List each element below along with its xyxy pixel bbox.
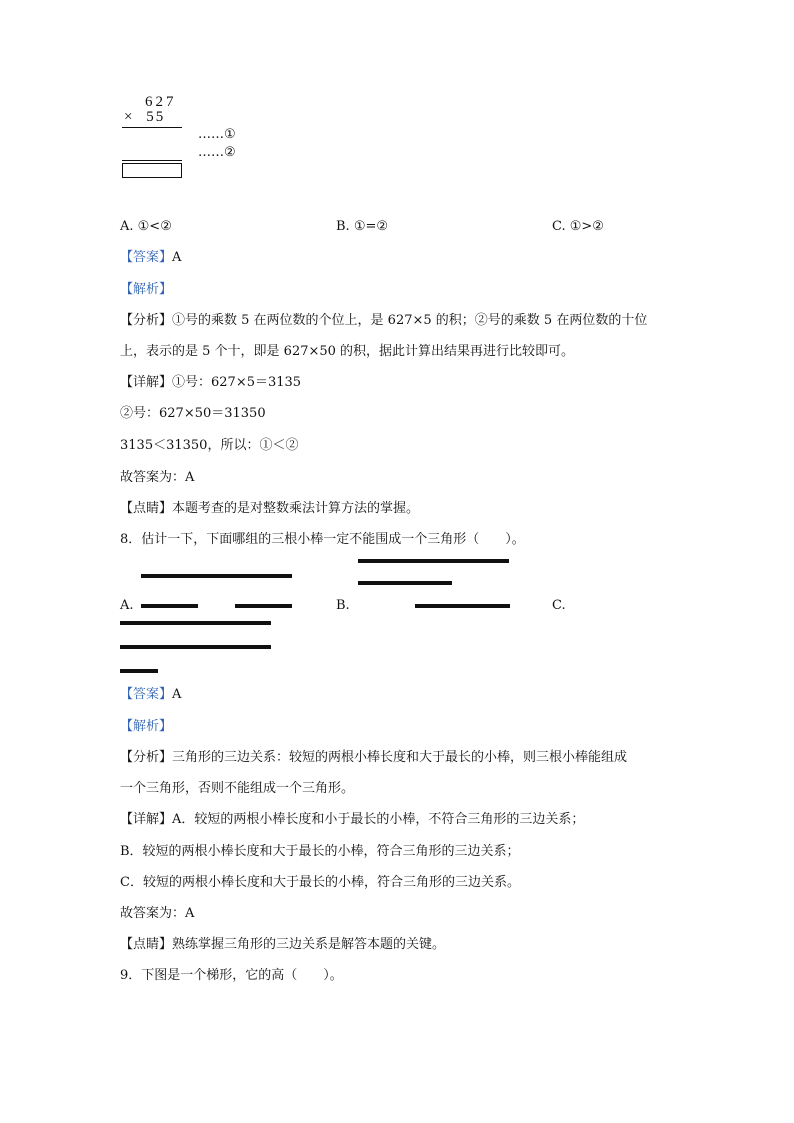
q8-xiangjie-line-3: C．较短的两根小棒长度和大于最长的小棒，符合三角形的三边关系。 (120, 875, 520, 890)
q8-stem: 8．估计一下，下面哪组的三根小棒一定不能围成一个三角形（ ）。 (120, 532, 525, 547)
q8-xiangjie-line-1 (120, 812, 584, 828)
result-rule (122, 160, 182, 161)
fenxi-line-1 (120, 313, 647, 329)
q8-conclusion: 故答案为：A (120, 906, 195, 921)
q9-stem: 9．下图是一个梯形，它的高（ ）。 (120, 968, 343, 983)
stick-b-3 (415, 604, 510, 608)
q8-xiangjie-line-2: B．较短的两根小棒长度和大于最长的小棒，符合三角形的三边关系； (120, 844, 520, 859)
stick-a-short-2 (235, 604, 292, 608)
stick-c-2 (120, 645, 271, 649)
xiangjie-line-3: 3135＜31350，所以：①＜② (120, 438, 299, 453)
q8-answer-value: A (172, 687, 182, 702)
fenxi-tag: 【分析】 (120, 313, 173, 328)
answer-line (120, 250, 181, 266)
option-c[interactable]: C. ①>② (552, 219, 604, 234)
analysis-heading: 【解析】 (120, 282, 173, 297)
option-b[interactable]: B. ①=② (336, 219, 389, 234)
xiangjie-tag: 【详解】 (120, 375, 173, 390)
q8-answer-tag: 【答案】 (120, 687, 173, 702)
q8-xiangjie-tag: 【详解】 (120, 812, 173, 827)
stick-a-long (141, 574, 292, 578)
q8-fenxi-tag: 【分析】 (120, 750, 173, 765)
option-a-label[interactable]: A. (120, 598, 134, 613)
fenxi-line-2: 上，表示的是 5 个十，即是 627×50 的积，据此计算出结果再进行比较即可。 (120, 344, 575, 359)
xiangjie-text-1: ①号：627×5＝3135 (172, 375, 302, 390)
q8-answer-line (120, 687, 181, 703)
step-marker-1: ……① (198, 127, 236, 142)
answer-box (122, 163, 182, 178)
stick-c-3 (120, 669, 158, 673)
xiangjie-line-1 (120, 375, 301, 391)
step-marker-2: ……② (198, 145, 236, 160)
conclusion: 故答案为：A (120, 470, 195, 485)
dianjing-line (120, 501, 419, 517)
multiplication-rule (122, 127, 182, 128)
dianjing-text: 本题考查的是对整数乘法计算方法的掌握。 (172, 501, 420, 516)
answer-tag: 【答案】 (120, 250, 173, 265)
q8-analysis-heading: 【解析】 (120, 719, 173, 734)
stick-b-2 (358, 581, 452, 585)
multiplicand: 627 (145, 94, 177, 110)
q8-dianjing-line (120, 937, 445, 953)
stick-a-short-1 (141, 604, 198, 608)
option-a[interactable]: A. ①<② (120, 219, 172, 234)
answer-value: A (172, 250, 182, 265)
option-b-label[interactable]: B. (336, 598, 350, 613)
q8-fenxi-text-1: 三角形的三边关系：较短的两根小棒长度和大于最长的小棒，则三根小棒能组成 (172, 750, 628, 765)
stick-b-1 (358, 559, 509, 563)
fenxi-text-1: ①号的乘数 5 在两位数的个位上，是 627×5 的积；②号的乘数 5 在两位数的十位 (172, 313, 648, 328)
q8-dianjing-tag: 【点睛】 (120, 937, 173, 952)
multiplier: × 55 (124, 109, 166, 125)
q8-fenxi-line-1 (120, 750, 627, 766)
q8-fenxi-line-2: 一个三角形，否则不能组成一个三角形。 (120, 781, 355, 796)
q8-xiangjie-text-1: A．较短的两根小棒长度和小于最长的小棒，不符合三角形的三边关系； (172, 812, 585, 827)
stick-c-1 (120, 621, 271, 625)
xiangjie-line-2: ②号：627×50＝31350 (120, 406, 266, 421)
q8-dianjing-text: 熟练掌握三角形的三边关系是解答本题的关键。 (172, 937, 446, 952)
dianjing-tag: 【点睛】 (120, 501, 173, 516)
option-c-label[interactable]: C. (552, 598, 566, 613)
